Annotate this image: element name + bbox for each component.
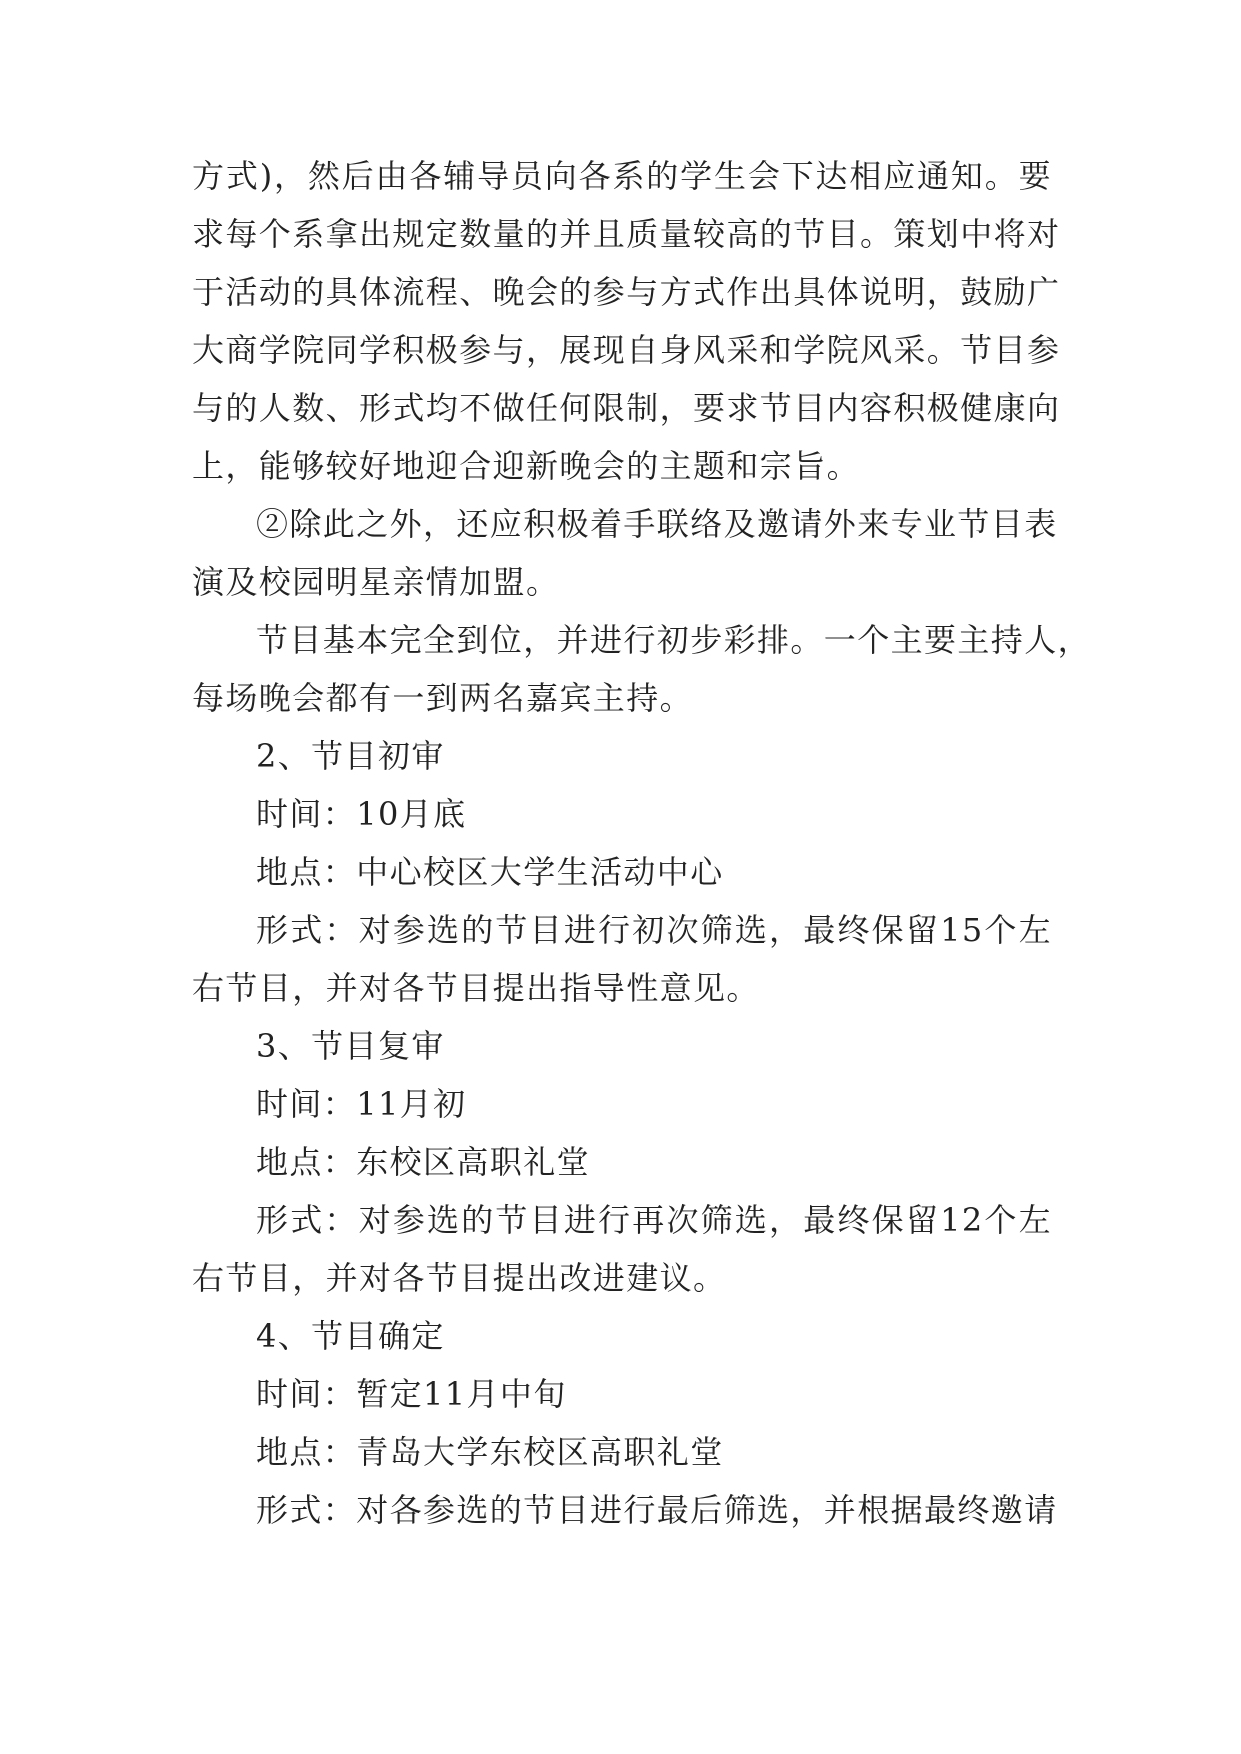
paragraph-line: 每场晚会都有一到两名嘉宾主持。: [192, 679, 694, 717]
location-line: 地点：青岛大学东校区高职礼堂: [256, 1433, 724, 1471]
paragraph-line: 求每个系拿出规定数量的并且质量较高的节目。策划中将对: [192, 215, 1061, 253]
time-line: 时间：11月初: [256, 1085, 467, 1123]
section-heading: 4、节目确定: [256, 1317, 445, 1355]
paragraph-line: 方式)，然后由各辅导员向各系的学生会下达相应通知。要: [192, 157, 1052, 195]
paragraph-line: 右节目，并对各节目提出改进建议。: [192, 1259, 727, 1297]
paragraph-line: 节目基本完全到位，并进行初步彩排。一个主要主持人，: [256, 621, 1092, 659]
format-line: 形式：对参选的节目进行初次筛选，最终保留15个左: [256, 911, 1052, 949]
time-line: 时间：10月底: [256, 795, 467, 833]
location-line: 地点：中心校区大学生活动中心: [256, 853, 724, 891]
location-line: 地点：东校区高职礼堂: [256, 1143, 591, 1181]
paragraph-line: 于活动的具体流程、晚会的参与方式作出具体说明，鼓励广: [192, 273, 1061, 311]
section-heading: 2、节目初审: [256, 737, 445, 775]
format-line: 形式：对参选的节目进行再次筛选，最终保留12个左: [256, 1201, 1052, 1239]
paragraph-line: 大商学院同学积极参与，展现自身风采和学院风采。节目参: [192, 331, 1061, 369]
section-heading: 3、节目复审: [256, 1027, 445, 1065]
paragraph-line: 右节目，并对各节目提出指导性意见。: [192, 969, 760, 1007]
paragraph-line: ②除此之外，还应积极着手联络及邀请外来专业节目表: [256, 505, 1058, 543]
format-line: 形式：对各参选的节目进行最后筛选，并根据最终邀请: [256, 1491, 1058, 1529]
time-line: 时间：暂定11月中旬: [256, 1375, 567, 1413]
paragraph-line: 上，能够较好地迎合迎新晚会的主题和宗旨。: [192, 447, 861, 485]
paragraph-line: 演及校园明星亲情加盟。: [192, 563, 560, 601]
paragraph-line: 与的人数、形式均不做任何限制，要求节目内容积极健康向: [192, 389, 1061, 427]
